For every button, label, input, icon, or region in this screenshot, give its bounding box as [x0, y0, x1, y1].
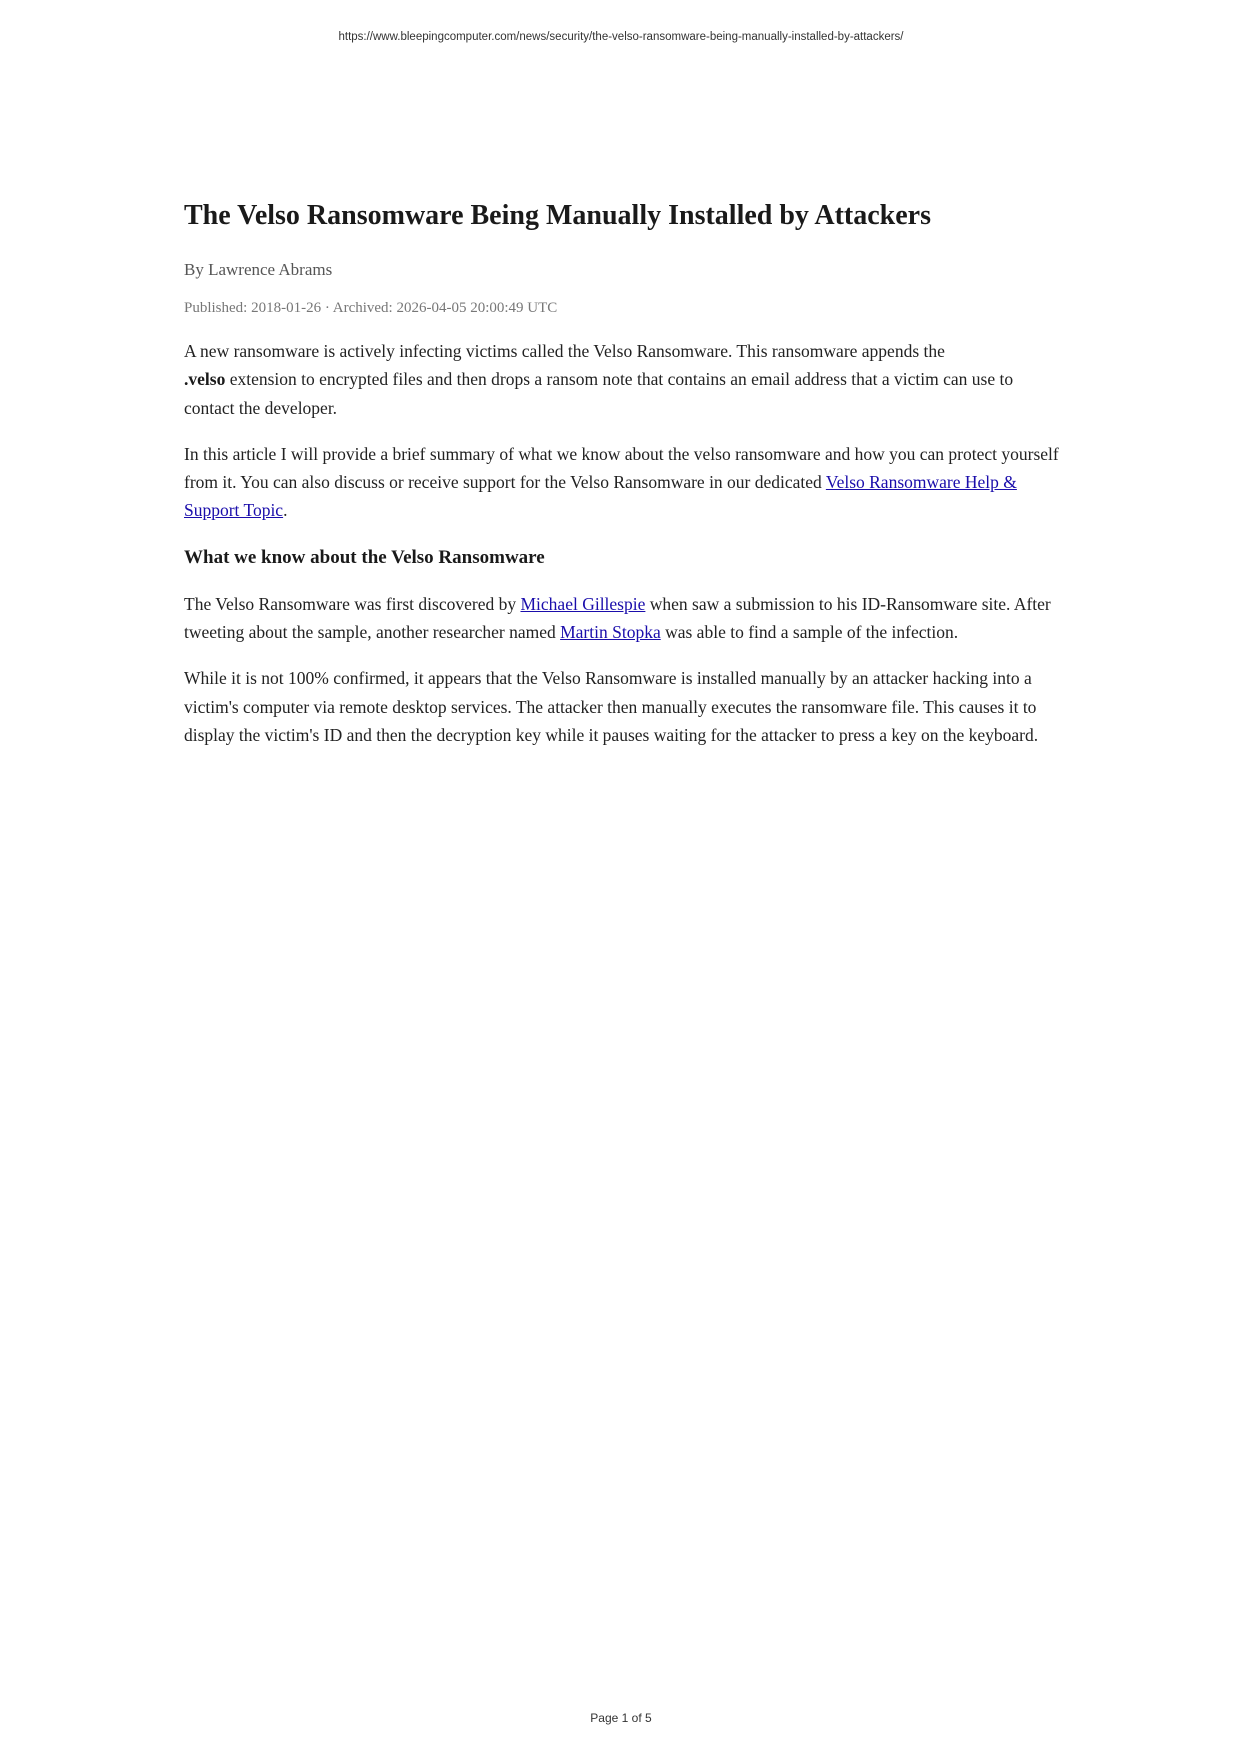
article-byline: By Lawrence Abrams: [184, 260, 333, 279]
file-extension-highlight: .velso: [184, 369, 226, 390]
support-topic-link[interactable]: Velso Ransomware Help & Support Topic: [184, 472, 1017, 521]
article-title: The Velso Ransomware Being Manually Installed by Attackers: [184, 200, 931, 231]
paragraph-text: extension to encrypted files and then drops a ransom note that contains an email address that a victim can use to contact the developer.: [184, 369, 1014, 418]
section-heading: What we know about the Velso Ransomware: [184, 546, 545, 568]
paragraph-text: In this article I will provide a brief summary of what we know about the velso ransomware and how you can protect yourself from it. You can also discuss or receive support for the Velso Ransomware in our dedicated: [184, 443, 1059, 493]
paragraph-intro: [184, 337, 1064, 422]
article: [184, 196, 1064, 749]
paragraph-discovery: [184, 590, 1064, 647]
paragraph-summary: [184, 440, 1064, 525]
michael-gillespie-link[interactable]: Michael Gillespie: [520, 593, 646, 614]
paragraph-text: The Velso Ransomware was first discovered by: [184, 593, 521, 614]
paragraph-text: A new ransomware is actively infecting victims called the Velso Ransomware. This ransomware appends the: [184, 341, 945, 361]
paragraph-text: .: [283, 500, 288, 521]
article-meta: Published: 2018-01-26 · Archived: 2026-04-05 20:00:49 UTC: [184, 300, 558, 316]
paragraph-text: when saw a submission to his ID-Ransomware site. After tweeting about the sample, another researcher named: [184, 593, 1051, 643]
page-url-header: https://www.bleepingcomputer.com/news/security/the-velso-ransomware-being-manually-installed-by-attackers/: [338, 31, 904, 43]
martin-stopka-link[interactable]: Martin Stopka: [560, 622, 661, 643]
paragraph-text: was able to find a sample of the infection.: [660, 622, 959, 643]
paragraph-installation: While it is not 100% confirmed, it appears that the Velso Ransomware is installed manually by an attacker hacking into a victim's computer via remote desktop services. The attacker then manually executes the ransomware file. This causes it to display the victim's ID and then the decryption key while it pauses waiting for the attacker to press a key on the keyboard.: [184, 668, 1039, 745]
page-number-footer: Page 1 of 5: [590, 1711, 652, 1725]
